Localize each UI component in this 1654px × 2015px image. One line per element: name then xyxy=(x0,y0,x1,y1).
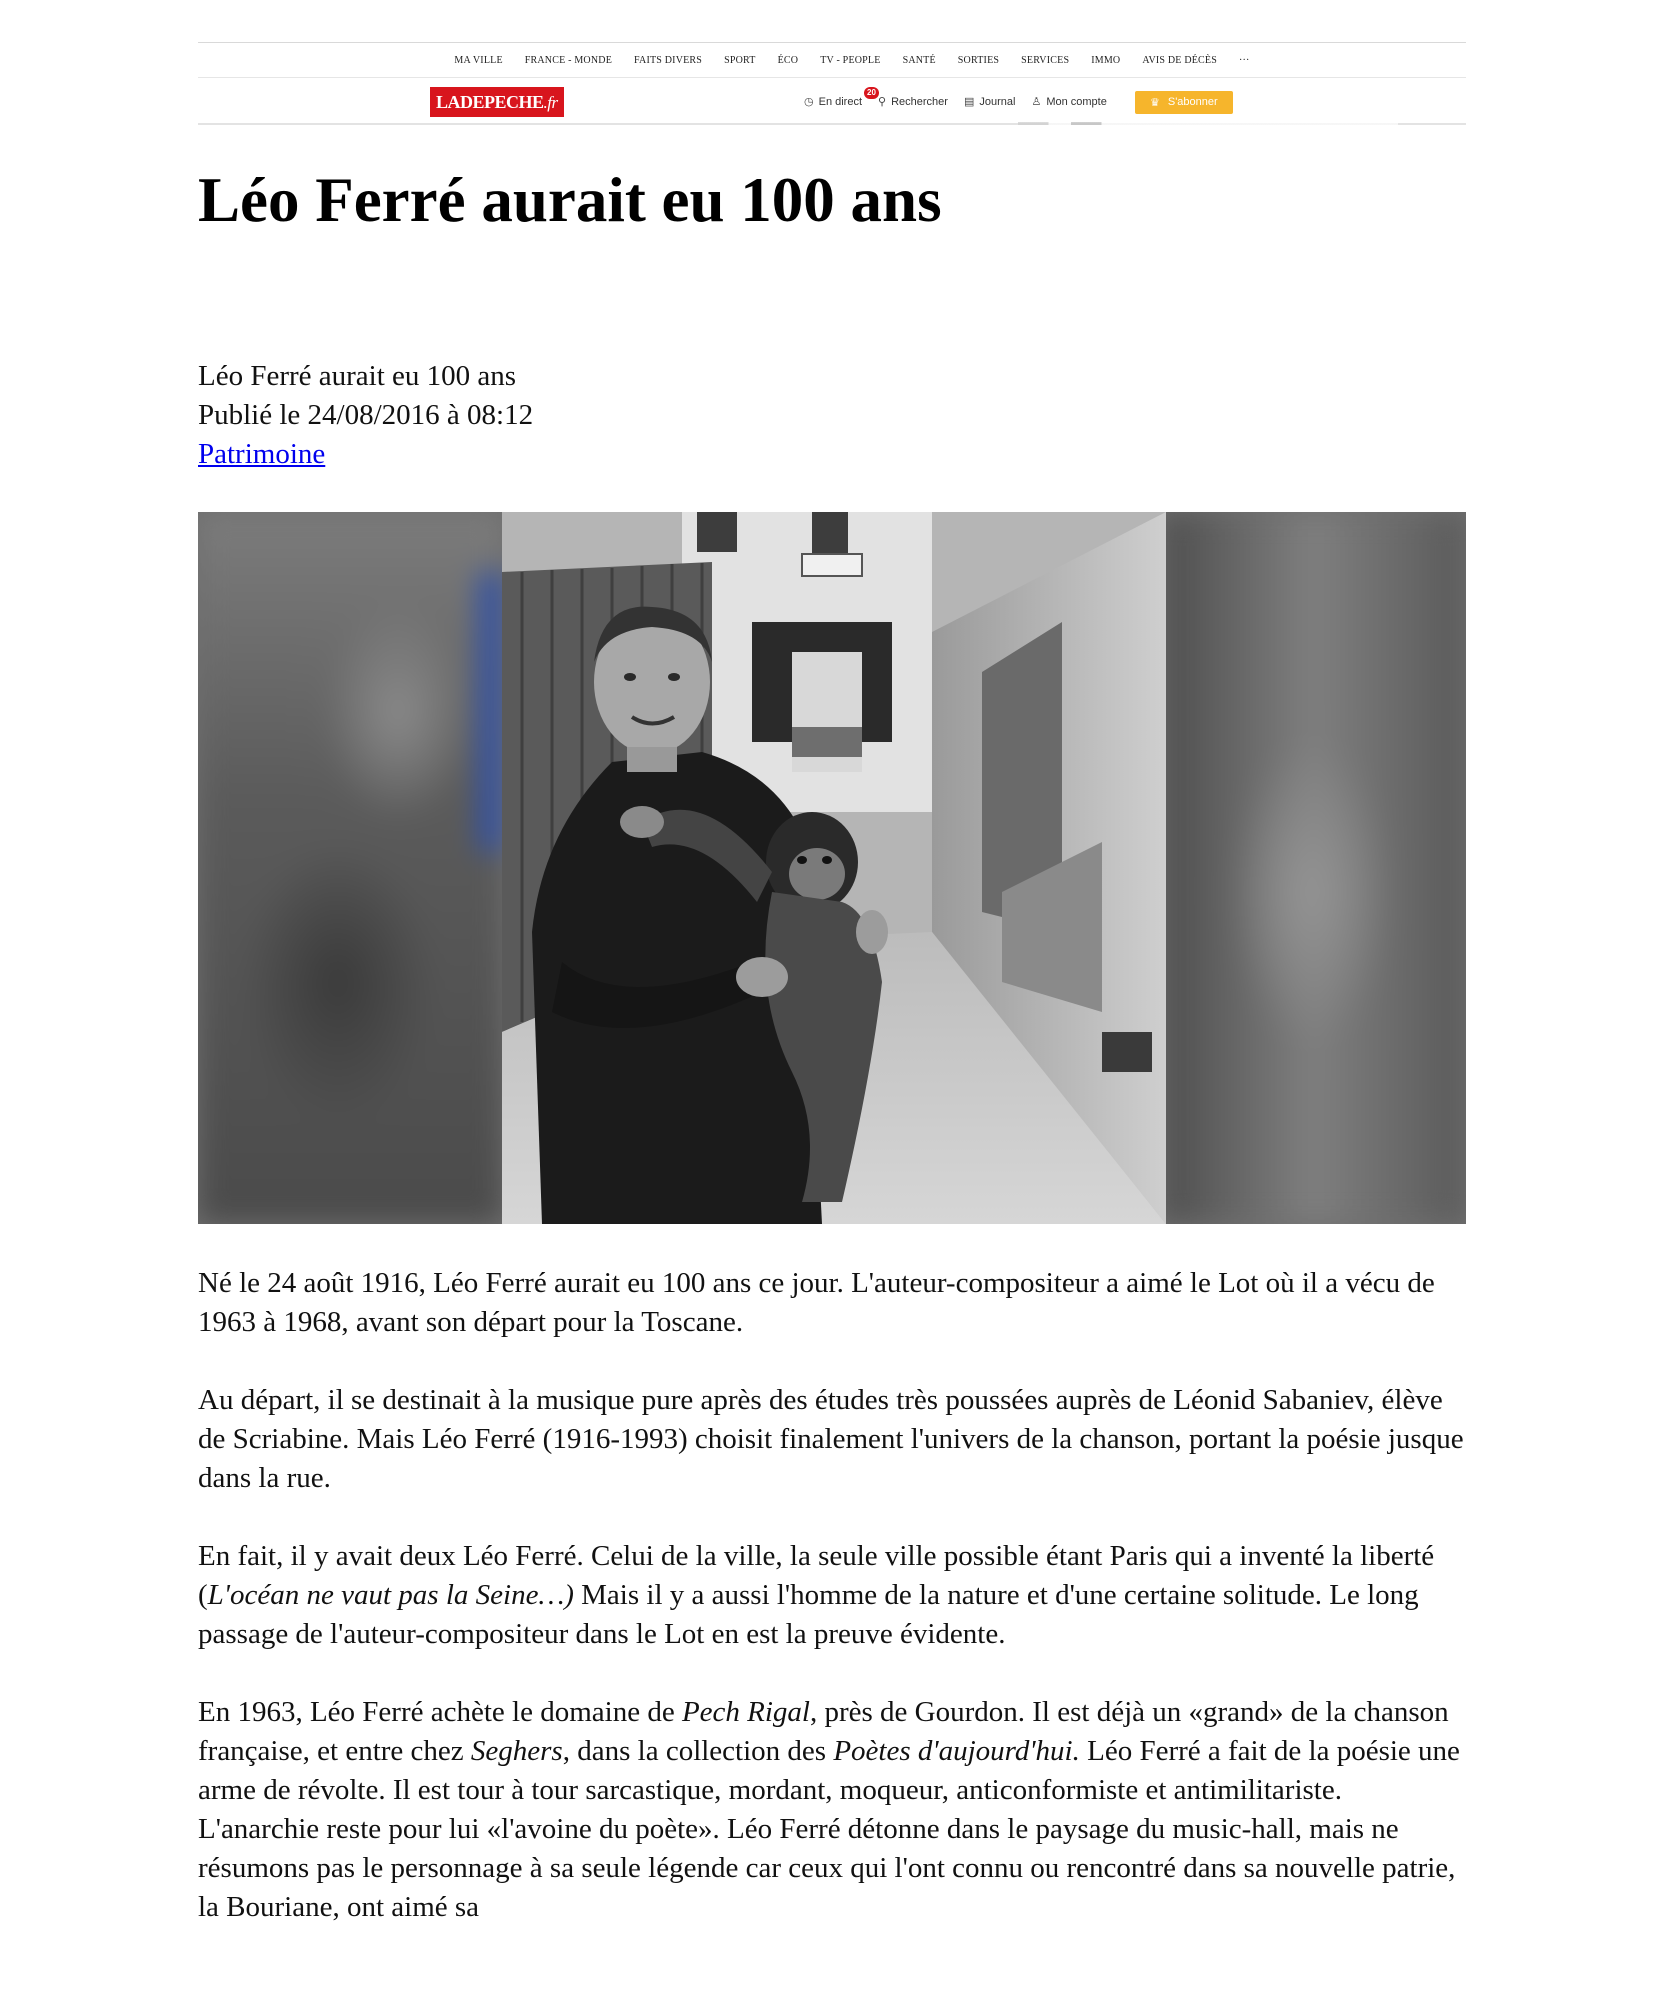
italic-text: Pech Rigal xyxy=(681,1696,810,1728)
live-label: En direct xyxy=(818,96,863,108)
journal-label: Journal xyxy=(979,96,1016,108)
paragraph-text: Léo Ferré a fait de la poésie une arme de révolte. Il est tour à tour sarcastique, mordant, moqueur, anticonformiste et antimilitariste. L'anarchie reste pour lui «l'avoine du poète». Léo Ferré détonne dans le paysage du music-hall, mais ne résumons pas le personnage à sa seule légende car ceux qui l'ont connu ou rencontré dans sa nouvelle patrie, la Bouriane, ont aimé sa xyxy=(198,1735,1460,1923)
paragraph-text: , dans la collection des xyxy=(562,1735,834,1767)
search-label: Rechercher xyxy=(891,96,948,108)
nav-item[interactable]: TV - PEOPLE xyxy=(820,54,881,66)
nav-item[interactable]: FAITS DIVERS xyxy=(634,54,703,66)
paragraph-text: Mais il y a aussi l'homme de la nature et d'une certaine solitude. Le long passage de l'auteur-compositeur dans le Lot en est la preuve évidente. xyxy=(198,1579,1419,1650)
header-tools xyxy=(804,89,1233,115)
article-photo xyxy=(198,512,1466,1224)
photo-illustration xyxy=(502,512,1166,1224)
article-headline: Léo Ferré aurait eu 100 ans xyxy=(198,165,942,235)
search-icon: ⚲ xyxy=(878,95,887,108)
search-button[interactable] xyxy=(878,96,948,108)
nav-item[interactable]: SANTÉ xyxy=(902,54,936,66)
live-button[interactable] xyxy=(804,88,876,108)
nav-item[interactable]: SERVICES xyxy=(1021,54,1070,66)
italic-text: Poètes d'aujourd'hui. xyxy=(833,1735,1080,1767)
account-label: Mon compte xyxy=(1046,96,1107,108)
ad-strip xyxy=(1018,122,1398,125)
article-body xyxy=(198,1264,1468,1966)
category-link[interactable]: Patrimoine xyxy=(198,438,326,470)
article-paragraph xyxy=(198,1264,1468,1342)
header-toolbar xyxy=(198,79,1466,122)
article-meta xyxy=(198,357,533,474)
live-count-badge: 20 xyxy=(864,87,879,99)
journal-button[interactable] xyxy=(964,96,1015,108)
photo-blur-left xyxy=(198,512,503,1224)
site-logo[interactable] xyxy=(430,87,564,117)
paragraph-text: En fait, il y avait deux Léo Ferré. Celui de la ville, la seule ville possible étant Paris qui a inventé la liberté ( xyxy=(198,1540,1435,1611)
nav-item[interactable]: FRANCE - MONDE xyxy=(524,54,612,66)
logo-suffix: .fr xyxy=(543,93,558,112)
paragraph-text: , près de Gourdon. Il est déjà un «grand» de la chanson française, et entre chez xyxy=(198,1696,1449,1767)
article-paragraph xyxy=(198,1381,1468,1498)
nav-item[interactable]: ··· xyxy=(1239,54,1250,66)
crown-icon: ♛ xyxy=(1150,96,1160,109)
subscribe-label: S'abonner xyxy=(1167,96,1218,108)
paragraph-text: Au départ, il se destinait à la musique pure après des études très poussées auprès de Léonid Sabaniev, élève de Scriabine. Mais Léo Ferré (1916-1993) choisit finalement l'univers de la chanson, portant la poésie jusque dans la rue. xyxy=(198,1384,1464,1494)
account-button[interactable] xyxy=(1031,96,1106,108)
logo-text: LADEPECHE xyxy=(436,92,544,112)
italic-text: L'océan ne vaut pas la Seine…) xyxy=(207,1579,574,1611)
paragraph-text: En 1963, Léo Ferré achète le domaine de xyxy=(198,1696,682,1728)
nav-item[interactable]: AVIS DE DÉCÈS xyxy=(1142,54,1217,66)
nav-item[interactable]: ÉCO xyxy=(777,54,799,66)
site-header xyxy=(198,42,1466,125)
user-icon: ♙ xyxy=(1031,95,1042,108)
nav-item[interactable]: IMMO xyxy=(1091,54,1121,66)
subscribe-button[interactable] xyxy=(1135,91,1233,114)
article-subtitle: Léo Ferré aurait eu 100 ans xyxy=(198,360,517,392)
photo-main xyxy=(502,512,1166,1224)
photo-blur-right xyxy=(1161,512,1466,1224)
nav-item[interactable]: SORTIES xyxy=(957,54,1000,66)
nav-item[interactable]: SPORT xyxy=(724,54,756,66)
main-navigation xyxy=(198,43,1466,78)
article-paragraph xyxy=(198,1693,1468,1927)
newspaper-icon: ▤ xyxy=(963,95,975,108)
article-paragraph xyxy=(198,1537,1468,1654)
italic-text: Seghers xyxy=(470,1735,563,1767)
clock-icon: ◷ xyxy=(804,95,814,108)
nav-item[interactable]: MA VILLE xyxy=(454,54,503,66)
paragraph-text: Né le 24 août 1916, Léo Ferré aurait eu 100 ans ce jour. L'auteur-compositeur a aimé le Lot où il a vécu de 1963 à 1968, avant son départ pour la Toscane. xyxy=(198,1267,1435,1338)
publish-date: Publié le 24/08/2016 à 08:12 xyxy=(198,399,534,431)
